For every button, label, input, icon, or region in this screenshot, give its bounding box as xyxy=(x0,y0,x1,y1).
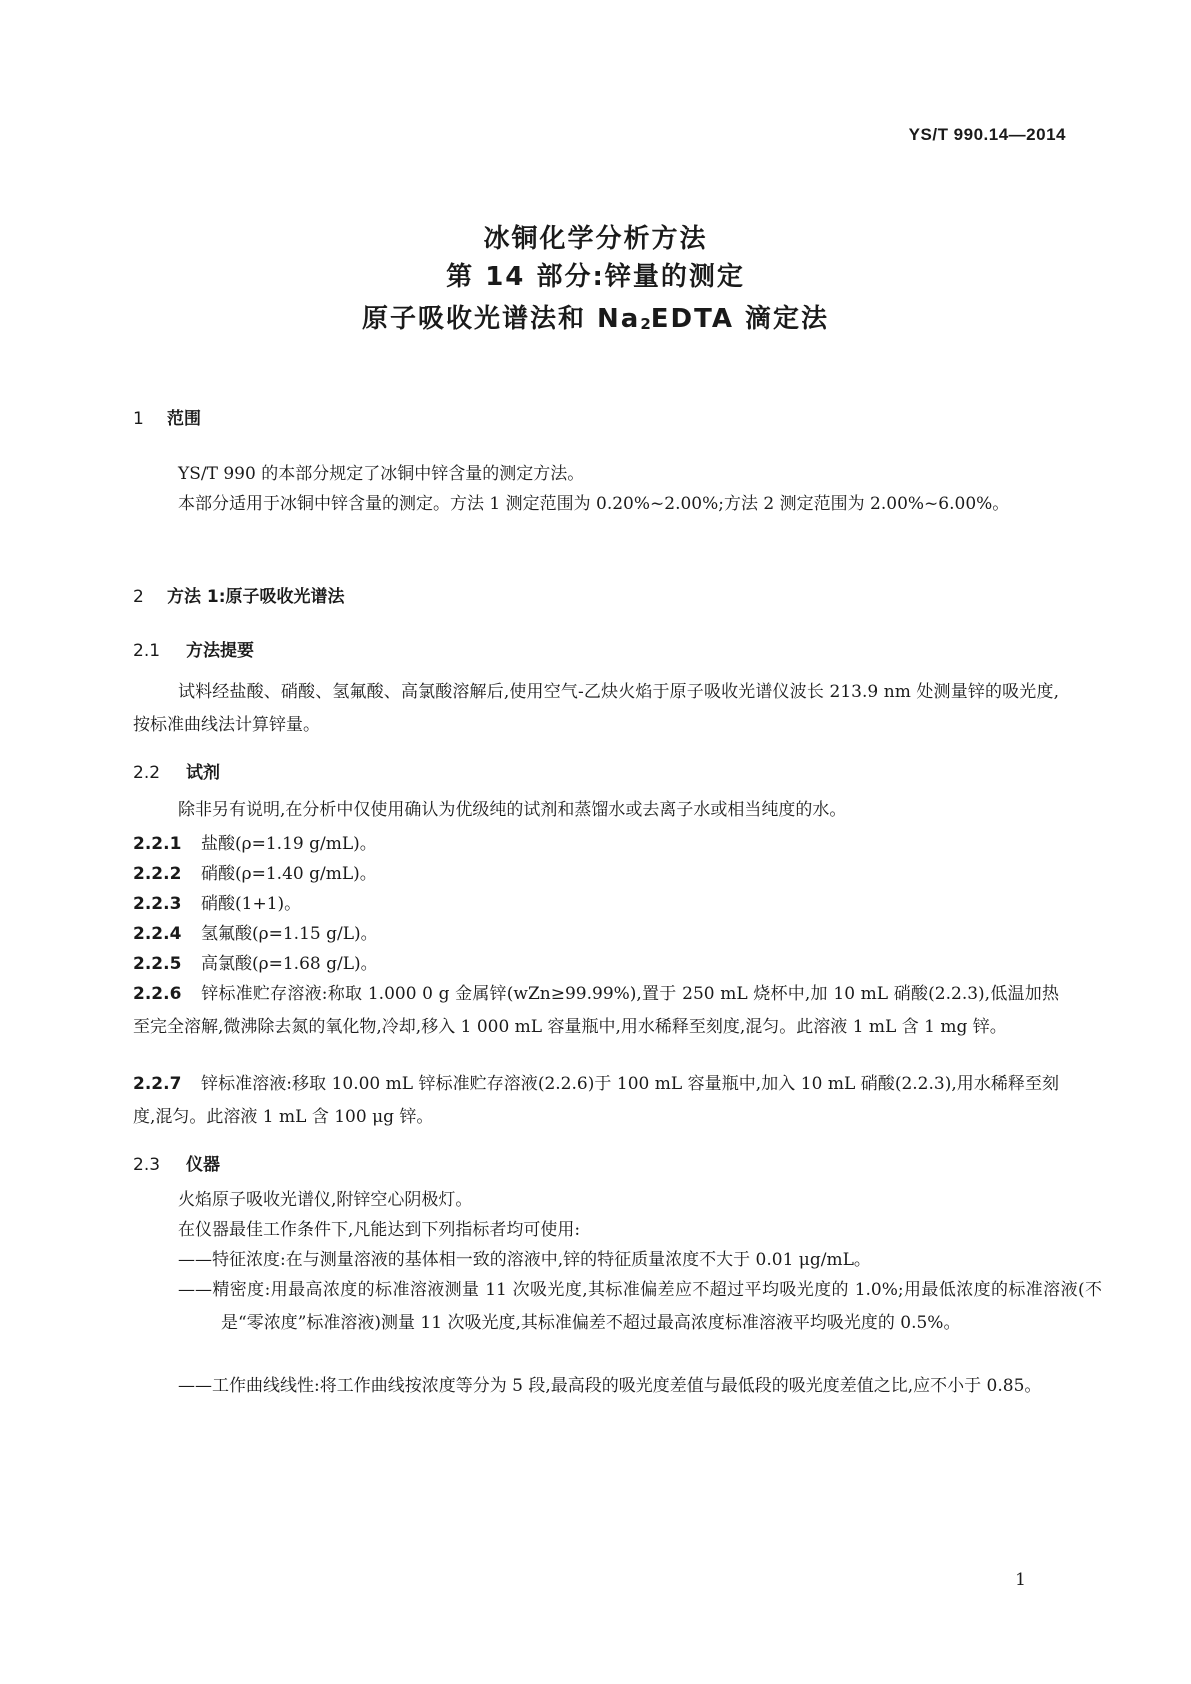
item-2-2-6 xyxy=(133,978,1059,1044)
item-text: 盐酸(ρ=1.19 g/mL)。 xyxy=(201,834,377,854)
section-2-2-heading xyxy=(133,758,220,783)
section-2-heading xyxy=(133,582,345,607)
item-number: 2.2.7 xyxy=(133,1074,182,1094)
item-number: 2.2.2 xyxy=(133,864,182,884)
item-text: 氢氟酸(ρ=1.15 g/L)。 xyxy=(201,924,378,944)
item-2-2-4 xyxy=(133,918,1059,951)
standard-code: YS/T 990.14—2014 xyxy=(908,125,1066,144)
section-1-number: 1 xyxy=(133,409,144,429)
section-2-1-heading xyxy=(133,636,254,661)
dash-item-characteristic-concentration: ——特征浓度:在与测量溶液的基体相一致的溶液中,锌的特征质量浓度不大于 0.01 μg/mL。 xyxy=(178,1250,871,1270)
section-2-2-title: 试剂 xyxy=(186,763,220,783)
title-line-3-pre: 原子吸收光谱法和 Na xyxy=(361,304,641,334)
title-line-3 xyxy=(0,298,1191,335)
section-2-number: 2 xyxy=(133,587,144,607)
section-2-3-number: 2.3 xyxy=(133,1155,161,1175)
item-text: 锌标准溶液:移取 10.00 mL 锌标准贮存溶液(2.2.6)于 100 mL 容量瓶中,加入 10 mL 硝酸(2.2.3),用水稀释至刻度,混匀。此溶液 1 mL 含 100 μg 锌。 xyxy=(133,1074,1059,1127)
item-2-2-5 xyxy=(133,948,1059,981)
section-1-para-1: YS/T 990 的本部分规定了冰铜中锌含量的测定方法。 xyxy=(178,464,585,484)
item-2-2-2 xyxy=(133,858,1059,891)
page-number: 1 xyxy=(1015,1570,1026,1590)
item-2-2-7 xyxy=(133,1068,1059,1134)
title-line-3-post: EDTA 滴定法 xyxy=(650,304,830,334)
item-2-2-3 xyxy=(133,888,1059,921)
item-2-2-1 xyxy=(133,828,1059,861)
dash-item-linearity: ——工作曲线线性:将工作曲线按浓度等分为 5 段,最高段的吸光度差值与最低段的吸光度差值之比,应不小于 0.85。 xyxy=(178,1376,1042,1396)
item-text: 硝酸(ρ=1.40 g/mL)。 xyxy=(201,864,377,884)
section-2-3-para-2: 在仪器最佳工作条件下,凡能达到下列指标者均可使用: xyxy=(178,1220,581,1240)
section-2-1-number: 2.1 xyxy=(133,641,161,661)
title-line-1: 冰铜化学分析方法 xyxy=(483,224,708,254)
item-number: 2.2.4 xyxy=(133,924,182,944)
item-number: 2.2.6 xyxy=(133,984,182,1004)
section-2-3-para-1: 火焰原子吸收光谱仪,附锌空心阴极灯。 xyxy=(178,1190,473,1210)
section-1-title: 范围 xyxy=(167,409,201,429)
title-line-2: 第 14 部分:锌量的测定 xyxy=(446,262,745,292)
item-text: 硝酸(1+1)。 xyxy=(201,894,302,914)
section-2-1-para: 试料经盐酸、硝酸、氢氟酸、高氯酸溶解后,使用空气-乙炔火焰于原子吸收光谱仪波长 213.9 nm 处测量锌的吸光度,按标准曲线法计算锌量。 xyxy=(133,682,1059,735)
item-number: 2.2.3 xyxy=(133,894,182,914)
item-text: 锌标准贮存溶液:称取 1.000 0 g 金属锌(wZn≥99.99%),置于 250 mL 烧杯中,加 10 mL 硝酸(2.2.3),低温加热至完全溶解,微沸除去氮的氧化物,冷却,移入 1 000 mL 容量瓶中,用水稀释至刻度,混匀。此溶液 1 mL 含 1 mg 锌。 xyxy=(133,984,1059,1037)
title-line-3-sub: 2 xyxy=(640,315,651,333)
section-2-1-title: 方法提要 xyxy=(186,641,254,661)
dash-item-precision: ——精密度:用最高浓度的标准溶液测量 11 次吸光度,其标准偏差应不超过平均吸光度的 1.0%;用最低浓度的标准溶液(不是“零浓度”标准溶液)测量 11 次吸光度,其标准偏差不超过最高浓度标准溶液平均吸光度的 0.5%。 xyxy=(178,1280,1102,1333)
section-2-3-heading xyxy=(133,1150,220,1175)
item-number: 2.2.5 xyxy=(133,954,182,974)
item-text: 高氯酸(ρ=1.68 g/L)。 xyxy=(201,954,378,974)
item-number: 2.2.1 xyxy=(133,834,182,854)
section-1-heading xyxy=(133,404,201,429)
section-2-2-number: 2.2 xyxy=(133,763,161,783)
section-1-para-2: 本部分适用于冰铜中锌含量的测定。方法 1 测定范围为 0.20%~2.00%;方法 2 测定范围为 2.00%~6.00%。 xyxy=(178,494,1010,514)
section-2-3-title: 仪器 xyxy=(186,1155,220,1175)
section-2-2-para: 除非另有说明,在分析中仅使用确认为优级纯的试剂和蒸馏水或去离子水或相当纯度的水。 xyxy=(178,800,847,820)
section-2-title: 方法 1:原子吸收光谱法 xyxy=(167,587,345,607)
